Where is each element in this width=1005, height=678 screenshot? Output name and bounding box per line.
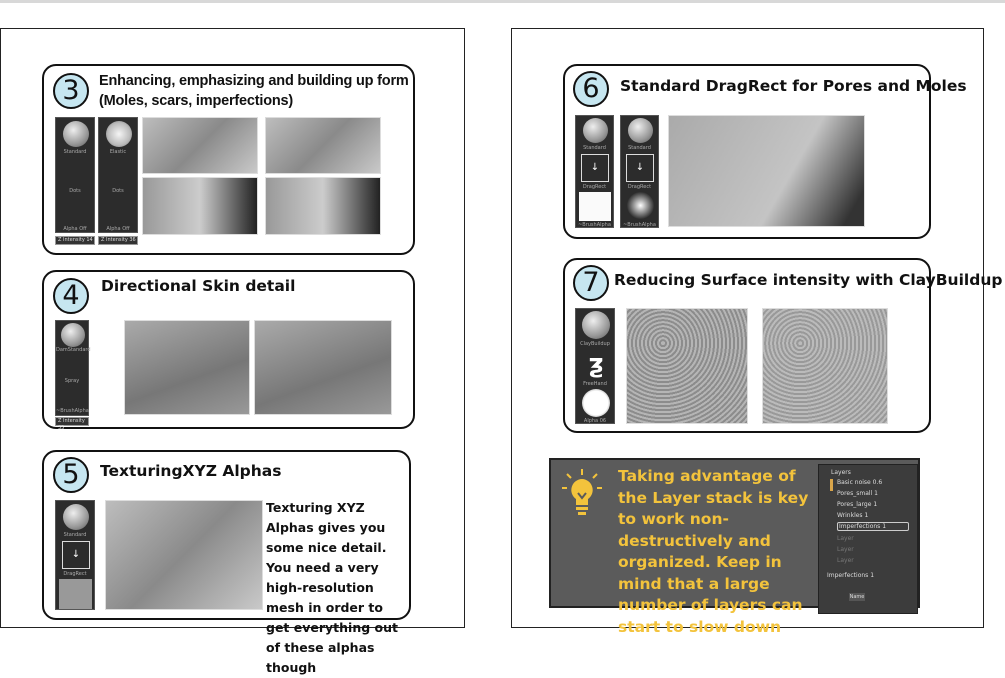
render-image bbox=[265, 177, 381, 235]
brush-standard-icon bbox=[63, 121, 89, 147]
tip-text: Taking advantage of the Layer stack is key to work non-destructively and organized. Keep in mind that a large number of layers can start to slow down bbox=[618, 467, 809, 636]
render-image bbox=[105, 500, 263, 610]
stroke-label: Dots bbox=[112, 188, 124, 194]
brush-claybuildup-icon bbox=[582, 311, 610, 339]
brush-panel bbox=[55, 117, 95, 233]
brush-label: DamStandard bbox=[56, 347, 91, 353]
brush-label: Standard bbox=[63, 532, 87, 538]
stroke-label: Spray bbox=[64, 378, 80, 384]
stroke-label: DragRect bbox=[63, 571, 87, 577]
dragrect-icon: ↓ bbox=[62, 541, 90, 569]
brush-panel bbox=[575, 308, 615, 424]
brush-panel bbox=[575, 115, 614, 228]
freehand-stroke-icon: ƺ bbox=[588, 349, 604, 379]
layer-name-button[interactable]: Name bbox=[849, 594, 865, 600]
viewer-top-bar bbox=[0, 0, 1005, 3]
lightbulb-icon bbox=[561, 468, 603, 518]
stroke-label: DragRect bbox=[582, 184, 607, 190]
dragrect-icon: ↓ bbox=[626, 154, 654, 182]
brush-panel bbox=[55, 500, 95, 610]
render-image bbox=[668, 115, 865, 227]
alpha-thumbnail bbox=[59, 579, 92, 609]
alpha-label: ~BrushAlpha bbox=[623, 222, 656, 228]
brush-panel bbox=[55, 320, 89, 416]
z-intensity-slider[interactable]: Z Intensity 35 bbox=[55, 417, 89, 426]
layers-panel bbox=[818, 464, 918, 614]
layer-item-selected[interactable]: Imperfections 1 bbox=[837, 522, 909, 531]
alpha-label: ~BrushAlpha bbox=[578, 222, 611, 228]
section-title: Enhancing, emphasizing and building up form (Moles, scars, imperfections) bbox=[99, 73, 409, 109]
section-number: 5 bbox=[53, 457, 89, 493]
brush-panel bbox=[98, 117, 138, 233]
brush-panel bbox=[620, 115, 659, 228]
alpha-label: Alpha Off bbox=[63, 226, 87, 232]
brush-label: Standard bbox=[63, 149, 87, 155]
stroke-label: FreeHand bbox=[583, 381, 607, 387]
layer-item[interactable]: Wrinkles 1 bbox=[837, 512, 869, 519]
layer-item[interactable]: Layer bbox=[837, 546, 854, 553]
render-image bbox=[762, 308, 888, 424]
section-title: TexturingXYZ Alphas bbox=[100, 462, 282, 480]
section-body-text: Texturing XYZ Alphas gives you some nice detail. You need a very high-resolution mesh in order to get everything out of these alphas though bbox=[266, 500, 398, 675]
alpha-label: Alpha 06 bbox=[583, 418, 607, 424]
brush-elastic-icon bbox=[106, 121, 132, 147]
layers-scrollbar[interactable] bbox=[830, 479, 833, 491]
round-alpha-thumbnail bbox=[627, 192, 654, 219]
brush-label: Elastic bbox=[109, 149, 127, 155]
pores-alpha-thumbnail bbox=[579, 192, 611, 221]
z-intensity-slider[interactable]: Z Intensity 14 bbox=[55, 236, 95, 245]
brush-standard-icon bbox=[583, 118, 608, 143]
render-image bbox=[124, 320, 250, 415]
stroke-label: DragRect bbox=[627, 184, 652, 190]
alpha-06-icon bbox=[582, 389, 610, 417]
section-number: 3 bbox=[53, 73, 89, 109]
render-image bbox=[265, 117, 381, 174]
render-image bbox=[254, 320, 392, 415]
tip-box bbox=[549, 458, 920, 636]
render-image bbox=[142, 117, 258, 174]
alpha-label: ~BrushAlpha bbox=[56, 408, 89, 414]
alpha-label: Alpha Off bbox=[106, 226, 130, 232]
section-title: Directional Skin detail bbox=[101, 277, 296, 295]
brush-standard-icon bbox=[63, 504, 89, 530]
section-number: 6 bbox=[573, 71, 609, 107]
layer-intensity-slider[interactable]: Imperfections 1 bbox=[827, 572, 875, 579]
render-image bbox=[626, 308, 748, 424]
section-number: 4 bbox=[53, 278, 89, 314]
layer-item[interactable]: Pores_large 1 bbox=[837, 501, 878, 508]
brush-label: ClayBuildup bbox=[580, 341, 610, 347]
section-number: 7 bbox=[573, 265, 609, 301]
layer-item[interactable]: Layer bbox=[837, 557, 854, 564]
brush-damstandard-icon bbox=[61, 323, 85, 347]
brush-standard-icon bbox=[628, 118, 653, 143]
layer-item[interactable]: Basic noise 0.6 bbox=[837, 479, 883, 486]
render-image bbox=[142, 177, 258, 235]
dragrect-icon: ↓ bbox=[581, 154, 609, 182]
section-title: Standard DragRect for Pores and Moles bbox=[620, 77, 967, 95]
section-title: Reducing Surface intensity with ClayBuildup bbox=[614, 271, 1003, 289]
layer-item[interactable]: Pores_small 1 bbox=[837, 490, 878, 497]
layers-title: Layers bbox=[831, 469, 851, 476]
brush-label: Standard bbox=[583, 145, 606, 151]
z-intensity-slider[interactable]: Z Intensity 36 bbox=[98, 236, 138, 245]
brush-label: Standard bbox=[628, 145, 651, 151]
layer-item[interactable]: Layer bbox=[837, 535, 854, 542]
stroke-label: Dots bbox=[69, 188, 81, 194]
